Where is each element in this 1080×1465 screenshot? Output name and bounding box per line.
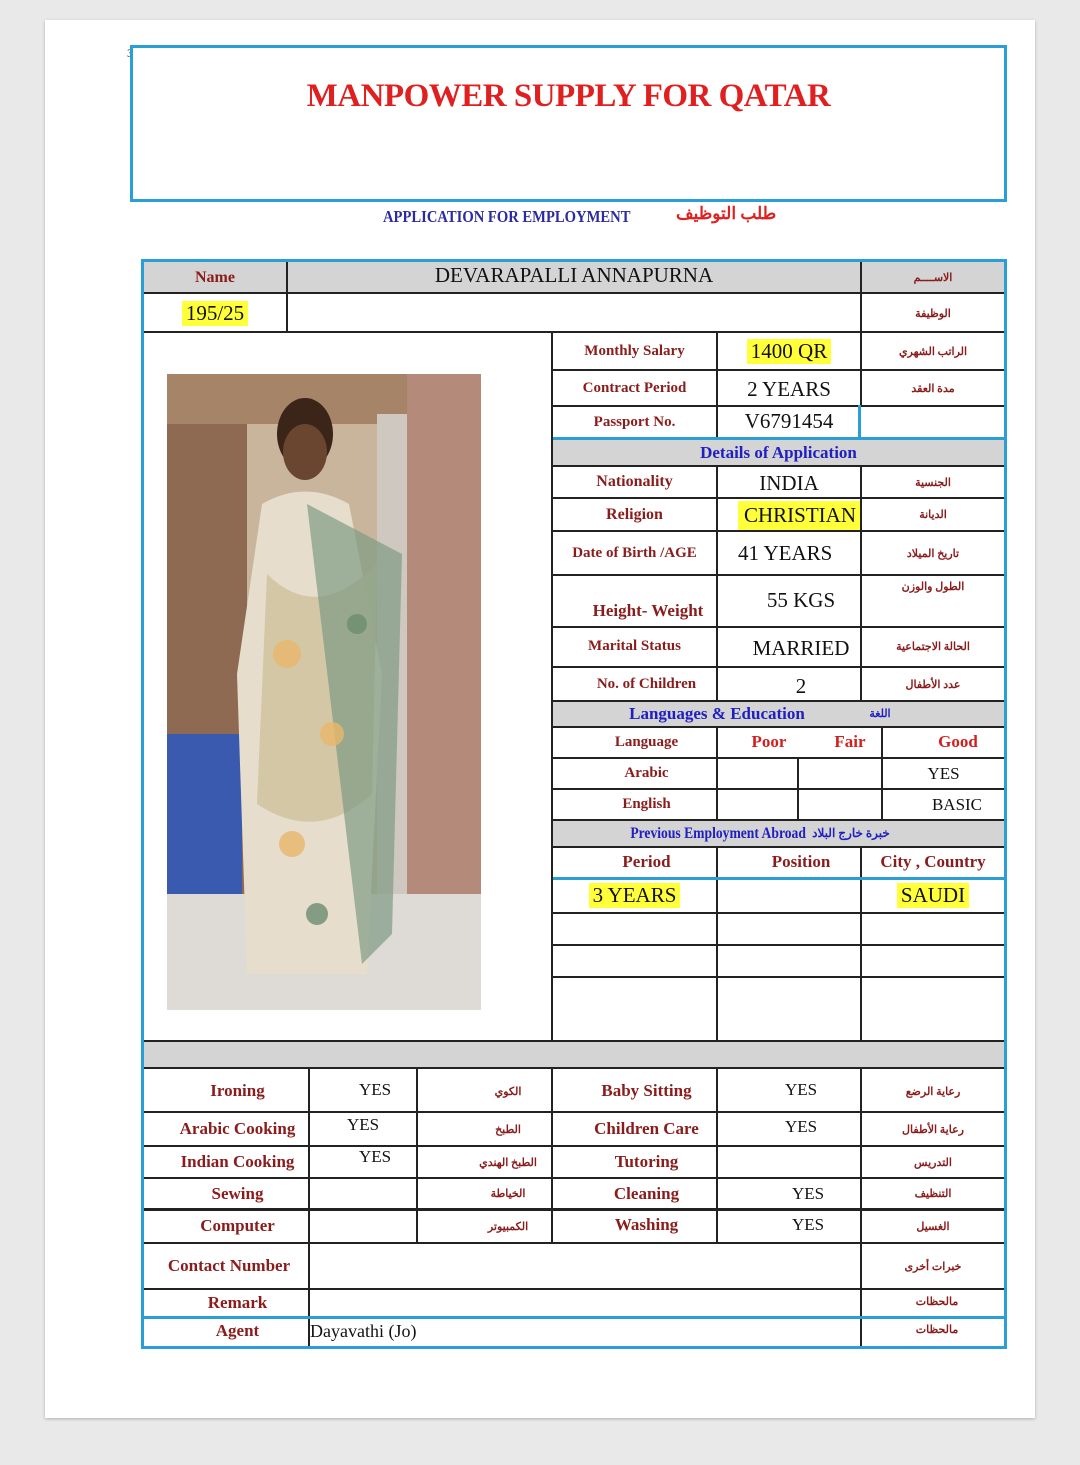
religion-arabic: الديانة bbox=[919, 509, 947, 521]
contract-value: 2 YEARS bbox=[747, 376, 831, 401]
skill-computer-label: Computer bbox=[200, 1216, 275, 1235]
skill-ironing-label: Ironing bbox=[210, 1081, 265, 1100]
name-label: Name bbox=[195, 268, 235, 286]
subtitle: APPLICATION FOR EMPLOYMENT bbox=[383, 207, 631, 226]
height-weight-value: 55 KGS bbox=[766, 587, 836, 612]
skill-children-care-value: YES bbox=[784, 1117, 818, 1136]
children-label: No. of Children bbox=[596, 675, 697, 692]
nationality-label: Nationality bbox=[596, 473, 673, 490]
skill-arabic-cooking-arabic: الطبخ bbox=[495, 1123, 521, 1136]
marital-status-label: Marital Status bbox=[588, 637, 681, 654]
skill-arabic-cooking-value: YES bbox=[346, 1115, 380, 1134]
height-weight-arabic: الطول والوزن bbox=[901, 580, 965, 593]
period-value-cell bbox=[553, 880, 716, 910]
salary-label: Monthly Salary bbox=[584, 342, 685, 359]
divider bbox=[553, 944, 1004, 946]
divider bbox=[553, 912, 1004, 914]
height-weight-label: Height- Weight bbox=[592, 601, 704, 620]
marital-status-arabic: الحالة الاجتماعية bbox=[896, 640, 970, 653]
skill-washing-label: Washing bbox=[614, 1215, 679, 1234]
skill-children-care-arabic: رعاية الأطفال bbox=[902, 1123, 964, 1136]
agent-arabic: مالحظات bbox=[915, 1323, 959, 1336]
nationality-arabic: الجنسية bbox=[915, 476, 951, 489]
position-col-header: Position bbox=[771, 852, 831, 871]
skill-babysitting-label: Baby Sitting bbox=[601, 1081, 692, 1100]
corner-mark: 3 bbox=[127, 46, 133, 60]
dob-label: Date of Birth /AGE bbox=[572, 544, 697, 561]
skill-washing-arabic: الغسيل bbox=[916, 1220, 950, 1233]
details-section-title: Details of Application bbox=[553, 440, 1004, 465]
contact-number-label: Contact Number bbox=[167, 1256, 291, 1275]
skill-tutoring-value bbox=[718, 1147, 860, 1177]
city-value: SAUDI bbox=[897, 883, 969, 908]
name-value: DEVARAPALLI ANNAPURNA bbox=[434, 263, 714, 287]
dob-arabic: تاريخ الميلاد bbox=[906, 547, 960, 560]
reference-number: 195/25 bbox=[182, 301, 248, 326]
reference-arabic: الوظيفة bbox=[915, 307, 951, 320]
skill-indian-cooking-value: YES bbox=[358, 1147, 392, 1166]
skill-washing-value: YES bbox=[791, 1215, 825, 1234]
dob-value: 41 YEARS bbox=[738, 540, 833, 565]
agent-value: Dayavathi (Jo) bbox=[310, 1320, 417, 1341]
language-english-good: BASIC bbox=[931, 794, 983, 814]
marital-status-value: MARRIED bbox=[752, 635, 850, 660]
salary-value-cell bbox=[718, 333, 860, 369]
skill-ironing-value: YES bbox=[358, 1080, 392, 1099]
language-arabic-label: Arabic bbox=[624, 765, 669, 781]
applicant-photo-image bbox=[167, 374, 481, 1010]
salary-arabic: الراتب الشهري bbox=[898, 345, 968, 358]
religion-value: CHRISTIAN bbox=[738, 501, 860, 530]
good-col-header: Good bbox=[938, 732, 978, 751]
contract-label: Contract Period bbox=[582, 379, 687, 396]
remark-arabic: مالحظات bbox=[915, 1295, 959, 1308]
period-col-header: Period bbox=[622, 852, 671, 871]
skill-indian-cooking-arabic: الطبخ الهندي bbox=[479, 1156, 537, 1169]
language-arabic-good: YES bbox=[927, 763, 960, 783]
remark-label: Remark bbox=[207, 1293, 268, 1312]
skill-computer-value bbox=[310, 1211, 416, 1241]
skill-sewing-label: Sewing bbox=[211, 1183, 264, 1203]
languages-section-title: Languages & Education bbox=[629, 704, 805, 723]
reference-number-cell bbox=[144, 295, 286, 331]
children-value: 2 bbox=[795, 673, 807, 698]
skill-cleaning-arabic: التنظيف bbox=[914, 1188, 952, 1200]
language-english-label: English bbox=[622, 796, 671, 812]
contact-number-value bbox=[310, 1244, 860, 1288]
passport-value: V6791454 bbox=[744, 409, 834, 433]
employment-section-title: Previous Employment Abroad bbox=[630, 824, 806, 842]
skill-cleaning-label: Cleaning bbox=[613, 1183, 680, 1203]
subtitle-arabic: طلب التوظيف bbox=[676, 204, 777, 223]
skill-cleaning-value: YES bbox=[791, 1183, 825, 1203]
skill-children-care-label: Children Care bbox=[594, 1119, 699, 1138]
fair-col-header: Fair bbox=[834, 732, 866, 751]
skill-sewing-value bbox=[310, 1179, 416, 1208]
children-arabic: عدد الأطفال bbox=[905, 678, 961, 691]
name-arabic: الاســــم bbox=[913, 272, 953, 284]
city-value-cell bbox=[862, 880, 1004, 910]
poor-col-header: Poor bbox=[751, 732, 787, 751]
contract-arabic: مدة العقد bbox=[911, 382, 955, 395]
divider bbox=[144, 292, 1004, 294]
divider bbox=[144, 1067, 1004, 1069]
passport-label: Passport No. bbox=[593, 414, 676, 430]
skill-sewing-arabic: الخياطة bbox=[490, 1188, 526, 1200]
separator-band bbox=[144, 1042, 1004, 1067]
divider bbox=[286, 262, 288, 332]
skill-tutoring-arabic: التدريس bbox=[914, 1156, 952, 1169]
page-title: MANPOWER SUPPLY FOR QATAR bbox=[306, 78, 831, 114]
skill-arabic-cooking-label: Arabic Cooking bbox=[179, 1119, 296, 1138]
language-col-header: Language bbox=[614, 734, 679, 750]
divider bbox=[858, 405, 861, 438]
remark-value bbox=[310, 1290, 860, 1316]
nationality-value: INDIA bbox=[759, 470, 819, 495]
skill-babysitting-value: YES bbox=[784, 1080, 818, 1099]
contact-number-arabic: خبرات أخرى bbox=[904, 1260, 962, 1273]
agent-label: Agent bbox=[215, 1321, 260, 1340]
city-col-header: City , Country bbox=[880, 852, 986, 871]
salary-value: 1400 QR bbox=[747, 339, 831, 364]
languages-section-arabic: اللغة bbox=[869, 707, 891, 720]
skill-ironing-arabic: الكوي bbox=[494, 1085, 522, 1098]
applicant-photo bbox=[167, 374, 481, 1010]
period-value: 3 YEARS bbox=[589, 883, 681, 908]
skill-indian-cooking-label: Indian Cooking bbox=[180, 1152, 295, 1171]
divider bbox=[553, 976, 1004, 978]
skill-computer-arabic: الكمبيوتر bbox=[487, 1220, 529, 1233]
employment-section-arabic: خبرة خارج البلاد bbox=[812, 826, 890, 840]
skill-tutoring-label: Tutoring bbox=[614, 1152, 679, 1171]
religion-label: Religion bbox=[606, 505, 663, 523]
header-box bbox=[130, 45, 1007, 202]
skill-babysitting-arabic: رعاية الرضع bbox=[905, 1085, 961, 1098]
